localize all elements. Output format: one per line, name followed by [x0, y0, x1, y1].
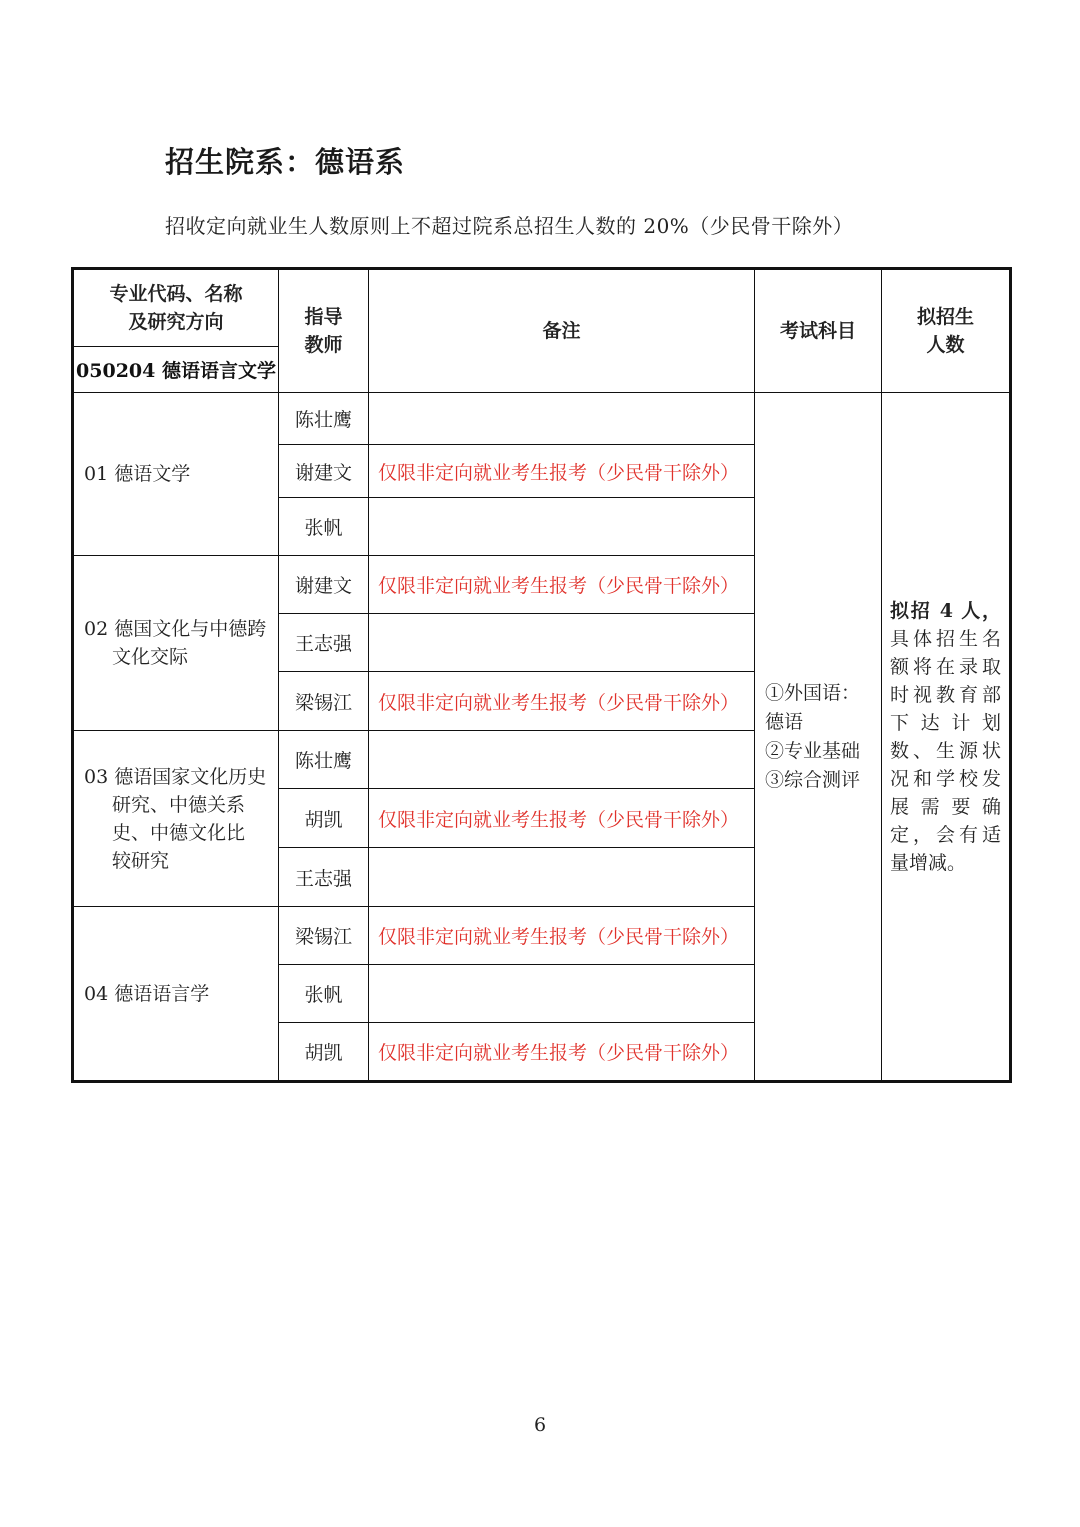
teacher-cell: 张帆 [279, 498, 369, 556]
teacher-cell: 谢建文 [279, 556, 369, 614]
direction-02 [73, 556, 279, 731]
header-teacher [279, 269, 369, 393]
exam-line2: 德语 [765, 710, 804, 733]
header-teacher-line1: 指导 [304, 306, 343, 328]
enrollment-table [71, 267, 1012, 1083]
direction-03-line3: 史、中德文化比 [112, 821, 246, 844]
exam-line3: ②专业基础 [765, 739, 861, 762]
note-cell: 仅限非定向就业考生报考（少民骨干除外） [369, 672, 755, 731]
direction-03-line4: 较研究 [112, 849, 170, 872]
teacher-cell: 王志强 [279, 848, 369, 907]
note-cell [369, 393, 755, 445]
exam-line4: ③综合测评 [765, 768, 861, 791]
header-exam: 考试科目 [755, 269, 882, 393]
direction-02-line1: 02 德国文化与中德跨 [84, 618, 267, 640]
page-subtitle: 招收定向就业生人数原则上不超过院系总招生人数的 20%（少民骨干除外） [165, 214, 854, 238]
header-major-line1: 专业代码、名称 [109, 283, 243, 305]
direction-03-line2: 研究、中德关系 [112, 793, 246, 816]
teacher-cell: 胡凯 [279, 1023, 369, 1082]
header-major-code: 050204 德语语言文学 [73, 347, 279, 393]
quota-text: 具体招生名额将在录取时视教育部下达计划数、生源状况和学校发展需要确定，会有适量增减。 [890, 627, 1001, 874]
teacher-cell: 梁锡江 [279, 907, 369, 965]
direction-01 [73, 393, 279, 556]
note-cell [369, 731, 755, 789]
note-cell [369, 965, 755, 1023]
note-cell: 仅限非定向就业考生报考（少民骨干除外） [369, 789, 755, 848]
exam-line1: ①外国语： [765, 681, 861, 704]
direction-02-line2: 文化交际 [112, 646, 189, 668]
teacher-cell: 张帆 [279, 965, 369, 1023]
direction-03-line1: 03 德语国家文化历史 [84, 765, 267, 788]
header-quota [882, 269, 1011, 393]
direction-04 [73, 907, 279, 1082]
direction-04-label: 04 德语语言学 [84, 982, 210, 1005]
note-cell [369, 848, 755, 907]
teacher-cell: 谢建文 [279, 445, 369, 498]
note-cell [369, 498, 755, 556]
header-note: 备注 [369, 269, 755, 393]
teacher-cell: 梁锡江 [279, 672, 369, 731]
header-quota-line2: 人数 [926, 334, 965, 356]
header-teacher-line2: 教师 [304, 334, 343, 356]
teacher-cell: 胡凯 [279, 789, 369, 848]
quota-bold: 拟招 4 人， [890, 599, 1001, 622]
header-major [73, 269, 279, 347]
note-cell: 仅限非定向就业考生报考（少民骨干除外） [369, 445, 755, 498]
page-title: 招生院系：德语系 [165, 145, 406, 179]
note-cell: 仅限非定向就业考生报考（少民骨干除外） [369, 556, 755, 614]
teacher-cell: 王志强 [279, 614, 369, 672]
teacher-cell: 陈壮鹰 [279, 731, 369, 789]
page-number: 6 [533, 1414, 547, 1436]
note-cell [369, 614, 755, 672]
teacher-cell: 陈壮鹰 [279, 393, 369, 445]
note-cell: 仅限非定向就业考生报考（少民骨干除外） [369, 1023, 755, 1082]
quota-cell [882, 393, 1011, 1082]
header-major-line2: 及研究方向 [128, 311, 224, 333]
note-cell: 仅限非定向就业考生报考（少民骨干除外） [369, 907, 755, 965]
header-quota-line1: 拟招生 [916, 306, 974, 328]
direction-01-label: 01 德语文学 [84, 463, 191, 485]
direction-03 [73, 731, 279, 907]
exam-subjects [755, 393, 882, 1082]
